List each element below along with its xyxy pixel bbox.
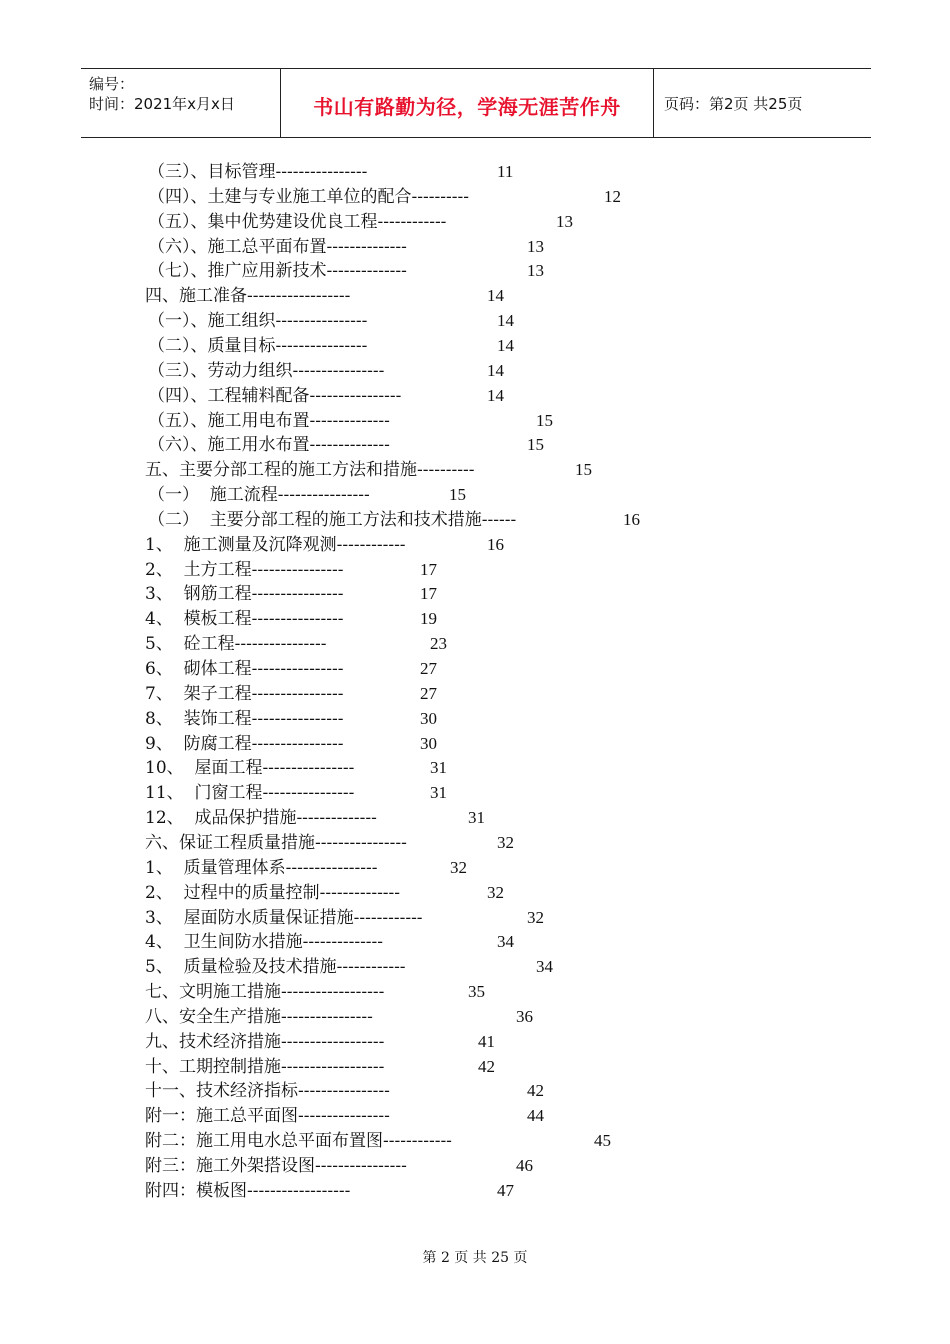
toc-entry-page-number: 13 <box>527 261 544 281</box>
toc-entry <box>0 185 950 209</box>
toc-entry-label: 五、主要分部工程的施工方法和措施---------- <box>145 460 475 481</box>
toc-entry-label: 附二：施工用电水总平面布置图------------ <box>145 1131 452 1152</box>
toc-entry-page-number: 27 <box>420 659 437 678</box>
header-motto: 书山有路勤为径，学海无涯苦作舟 <box>313 95 621 119</box>
toc-entry <box>0 334 950 358</box>
toc-entry <box>0 359 950 383</box>
toc-entry <box>0 856 950 880</box>
toc-entry-label: （二） 主要分部工程的施工方法和技术措施------ <box>148 509 517 530</box>
toc-entry-label: 十一、技术经济指标---------------- <box>145 1081 390 1102</box>
toc-entry-page-number: 32 <box>497 832 514 852</box>
toc-entry-page-number: 45 <box>594 1131 611 1151</box>
toc-entry-page-number: 42 <box>527 1081 544 1101</box>
toc-entry-label: 附三：施工外架搭设图---------------- <box>145 1156 407 1176</box>
toc-entry-page-number: 15 <box>527 435 544 455</box>
toc-entry-label: 9、 防腐工程---------------- <box>145 733 344 754</box>
toc-entry-page-number: 46 <box>516 1156 533 1175</box>
toc-entry-page-number: 16 <box>623 509 640 529</box>
toc-entry-page-number: 36 <box>516 1006 533 1026</box>
toc-entry-page-number: 47 <box>497 1180 514 1200</box>
toc-entry-page-number: 31 <box>430 758 447 778</box>
toc-entry-page-number: 16 <box>487 534 504 554</box>
toc-entry-label: （一） 施工流程---------------- <box>148 485 370 506</box>
toc-entry-label: （六）、施工用水布置-------------- <box>148 435 390 456</box>
toc-entry <box>0 409 950 433</box>
toc-entry <box>0 781 950 805</box>
toc-entry-page-number: 31 <box>468 808 485 828</box>
toc-entry-label: （三）、劳动力组织---------------- <box>148 360 385 381</box>
toc-entry-label: 1、 施工测量及沉降观测------------ <box>145 534 406 555</box>
toc-entry-page-number: 30 <box>420 708 437 728</box>
toc-entry <box>0 1154 950 1178</box>
toc-entry-label: （六）、施工总平面布置-------------- <box>148 236 407 257</box>
toc-entry-page-number: 14 <box>487 385 504 405</box>
toc-entry <box>0 632 950 656</box>
toc-entry-label: （七）、推广应用新技术-------------- <box>148 261 407 282</box>
toc-entry <box>0 831 950 855</box>
toc-entry <box>0 930 950 954</box>
toc-entry-page-number: 11 <box>497 162 514 181</box>
page-footer: 第 2 页 共 25 页 <box>422 1250 528 1266</box>
toc-entry-label: 2、 过程中的质量控制-------------- <box>145 882 401 903</box>
toc-entry-label: 8、 装饰工程---------------- <box>145 708 344 729</box>
toc-entry-page-number: 34 <box>497 932 514 952</box>
toc-entry <box>0 1005 950 1029</box>
toc-entry <box>0 160 950 184</box>
toc-entry-page-number: 35 <box>468 982 485 1002</box>
toc-entry-page-number: 41 <box>478 1031 495 1051</box>
toc-entry <box>0 607 950 631</box>
toc-entry-page-number: 19 <box>420 609 437 629</box>
toc-entry <box>0 284 950 308</box>
toc-entry-page-number: 14 <box>497 335 514 355</box>
toc-entry-label: （五）、集中优势建设优良工程------------ <box>148 211 447 232</box>
toc-entry-label: 3、 钢筋工程---------------- <box>145 584 344 605</box>
toc-entry-label: 2、 土方工程---------------- <box>145 559 344 580</box>
toc-entry-page-number: 23 <box>430 634 447 654</box>
toc-entry <box>0 1079 950 1103</box>
toc-entry-label: 1、 质量管理体系---------------- <box>145 857 378 878</box>
toc-entry-page-number: 14 <box>487 360 504 380</box>
toc-entry-page-number: 15 <box>449 485 466 505</box>
toc-entry <box>0 508 950 532</box>
toc-entry <box>0 309 950 333</box>
toc-entry <box>0 756 950 780</box>
toc-entry-page-number: 14 <box>487 286 504 306</box>
toc-entry-page-number: 31 <box>430 783 447 803</box>
toc-entry <box>0 707 950 731</box>
toc-entry-label: （一）、施工组织---------------- <box>148 311 368 332</box>
toc-entry-label: 7、 架子工程---------------- <box>145 683 344 704</box>
toc-entry <box>0 1030 950 1054</box>
toc-entry <box>0 384 950 408</box>
document-time-label: 时间：2021年x月x日 <box>89 95 235 113</box>
toc-entry-page-number: 42 <box>478 1056 495 1076</box>
toc-entry-label: 10、 屋面工程---------------- <box>145 758 355 779</box>
toc-entry <box>0 210 950 234</box>
toc-entry <box>0 259 950 283</box>
toc-entry <box>0 433 950 457</box>
toc-entry <box>0 806 950 830</box>
toc-entry-label: （四）、土建与专业施工单位的配合---------- <box>148 186 469 207</box>
toc-entry <box>0 881 950 905</box>
toc-entry-page-number: 17 <box>420 584 437 604</box>
toc-entry-label: 附一：施工总平面图---------------- <box>145 1106 390 1127</box>
toc-entry-label: 十、工期控制措施------------------ <box>145 1056 385 1077</box>
toc-entry-page-number: 34 <box>536 957 553 977</box>
toc-entry-page-number: 13 <box>556 211 573 231</box>
toc-entry-label: 5、 砼工程---------------- <box>145 634 327 655</box>
toc-entry-label: （二）、质量目标---------------- <box>148 335 368 356</box>
toc-entry <box>0 1055 950 1079</box>
toc-entry <box>0 732 950 756</box>
toc-entry <box>0 1129 950 1153</box>
toc-entry-label: （四）、工程辅料配备---------------- <box>148 385 402 406</box>
toc-entry <box>0 682 950 706</box>
toc-entry-label: 九、技术经济措施------------------ <box>145 1031 385 1052</box>
toc-entry-label: 4、 模板工程---------------- <box>145 609 344 630</box>
header-page-info: 页码：第2页 共25页 <box>664 95 803 113</box>
toc-entry-page-number: 32 <box>487 882 504 902</box>
toc-entry <box>0 558 950 582</box>
toc-entry-label: 12、 成品保护措施-------------- <box>145 808 377 829</box>
toc-entry <box>0 980 950 1004</box>
toc-entry-page-number: 32 <box>527 907 544 927</box>
toc-entry-page-number: 17 <box>420 559 437 579</box>
document-number-label: 编号： <box>89 75 135 93</box>
toc-entry-label: 3、 屋面防水质量保证措施------------ <box>145 907 423 928</box>
toc-entry-page-number: 15 <box>536 410 553 430</box>
toc-entry-page-number: 27 <box>420 683 437 703</box>
toc-entry-label: 4、 卫生间防水措施-------------- <box>145 932 384 953</box>
toc-entry <box>0 1104 950 1128</box>
toc-entry-label: 七、文明施工措施------------------ <box>145 982 385 1003</box>
toc-entry <box>0 1179 950 1203</box>
toc-entry-label: 六、保证工程质量措施---------------- <box>145 832 407 853</box>
toc-entry <box>0 582 950 606</box>
toc-entry-label: （五）、施工用电布置-------------- <box>148 410 390 431</box>
toc-entry-label: （三）、目标管理---------------- <box>148 162 368 182</box>
toc-entry-page-number: 15 <box>575 460 592 480</box>
toc-entry-page-number: 13 <box>527 236 544 256</box>
toc-entry-page-number: 12 <box>604 186 621 206</box>
toc-entry <box>0 235 950 259</box>
toc-entry-page-number: 14 <box>497 311 514 331</box>
toc-entry-label: 八、安全生产措施---------------- <box>145 1006 373 1027</box>
toc-entry-label: 11、 门窗工程---------------- <box>145 783 355 804</box>
toc-entry-page-number: 44 <box>527 1106 544 1126</box>
toc-entry <box>0 483 950 507</box>
toc-entry-label: 四、施工准备------------------ <box>145 286 351 307</box>
toc-entry <box>0 533 950 557</box>
toc-entry <box>0 657 950 681</box>
toc-entry <box>0 955 950 979</box>
toc-entry-page-number: 32 <box>450 857 467 877</box>
toc-entry-label: 6、 砌体工程---------------- <box>145 659 344 679</box>
toc-entry <box>0 906 950 930</box>
toc-entry <box>0 458 950 482</box>
toc-entry-label: 5、 质量检验及技术措施------------ <box>145 957 406 978</box>
toc-entry-label: 附四：模板图------------------ <box>145 1180 351 1201</box>
toc-entry-page-number: 30 <box>420 733 437 753</box>
